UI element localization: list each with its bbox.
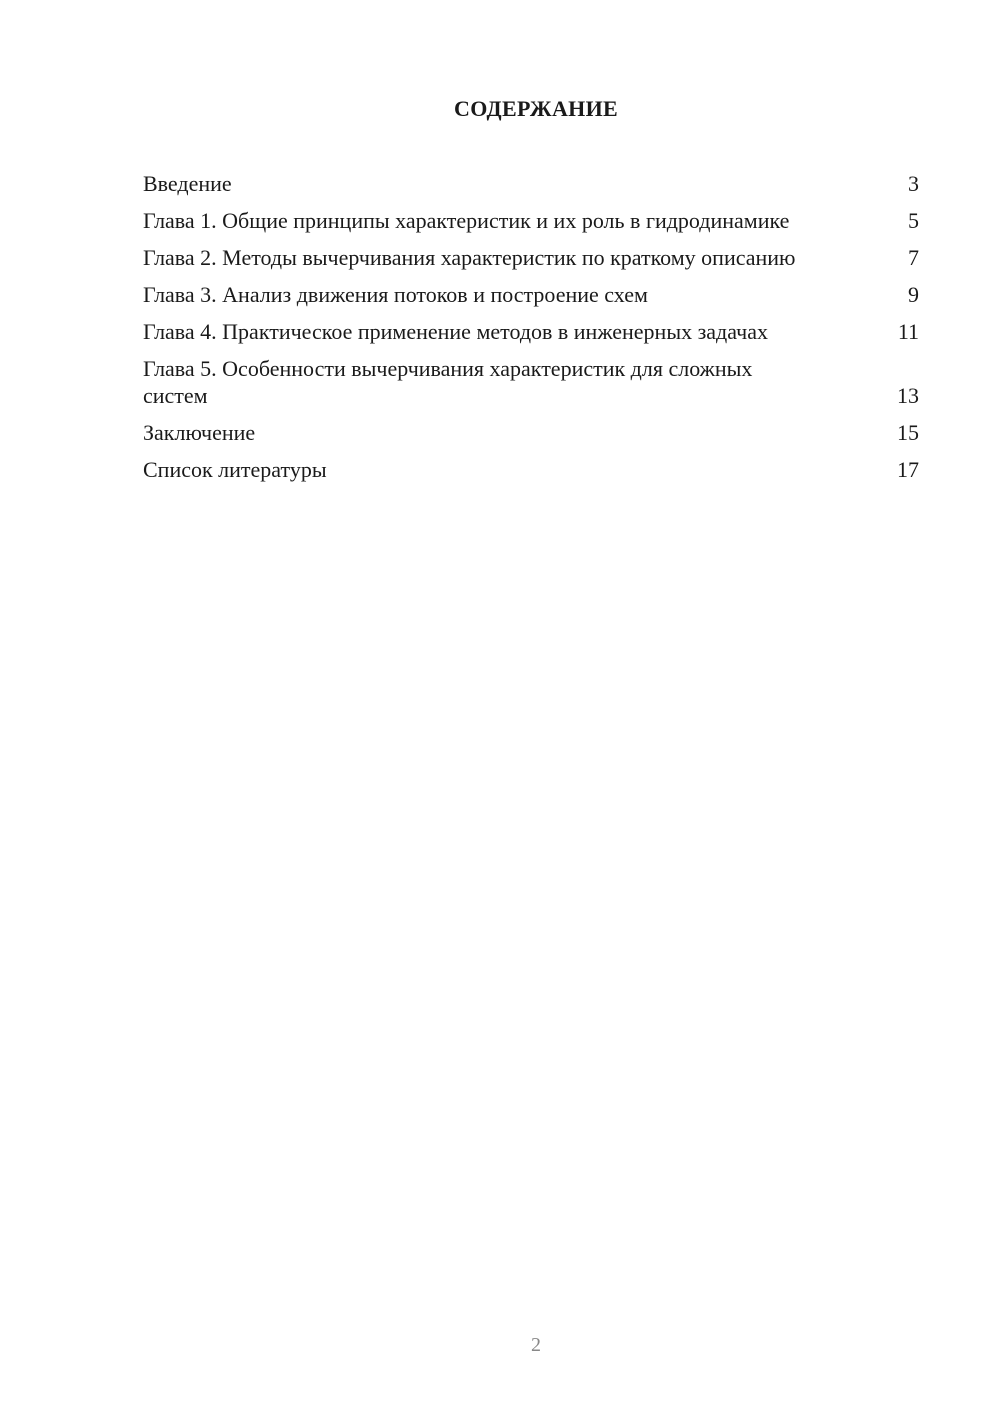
toc-entry-introduction <box>143 170 919 197</box>
toc-entry-text: Глава 2. Методы вычерчивания характеристик по краткому описанию <box>143 245 796 270</box>
toc-entry-text: Заключение <box>143 420 256 445</box>
toc-entry-page: 5 <box>908 208 919 233</box>
toc-entry-references <box>143 456 919 483</box>
toc-entry-page: 11 <box>897 319 919 344</box>
toc-entry-page: 3 <box>908 171 919 196</box>
toc-entry-chapter-5 <box>143 355 919 409</box>
toc-entry-text: Глава 3. Анализ движения потоков и построение схем <box>143 282 648 307</box>
toc-entry-text: Введение <box>143 171 232 196</box>
toc-entry-chapter-1 <box>143 207 919 234</box>
page-title: СОДЕРЖАНИЕ <box>454 96 618 121</box>
toc-entry-page: 15 <box>897 420 919 445</box>
toc-entry-text: Глава 1. Общие принципы характеристик и их роль в гидродинамике <box>143 208 790 233</box>
toc-entry-chapter-2 <box>143 244 919 271</box>
toc-entry-text: Глава 5. Особенности вычерчивания характеристик для сложных систем <box>143 356 753 408</box>
toc-entry-page: 13 <box>897 383 919 408</box>
toc-entry-page: 9 <box>908 282 919 307</box>
toc-entry-chapter-4 <box>143 318 919 345</box>
page-number: 2 <box>531 1334 541 1356</box>
toc-entry-page: 17 <box>897 457 919 482</box>
toc-entry-page: 7 <box>908 245 919 270</box>
toc-entry-conclusion <box>143 419 919 446</box>
toc-entry-text: Список литературы <box>143 457 327 482</box>
toc-entry-text: Глава 4. Практическое применение методов в инженерных задачах <box>143 319 768 344</box>
table-of-contents <box>143 170 919 493</box>
toc-entry-chapter-3 <box>143 281 919 308</box>
